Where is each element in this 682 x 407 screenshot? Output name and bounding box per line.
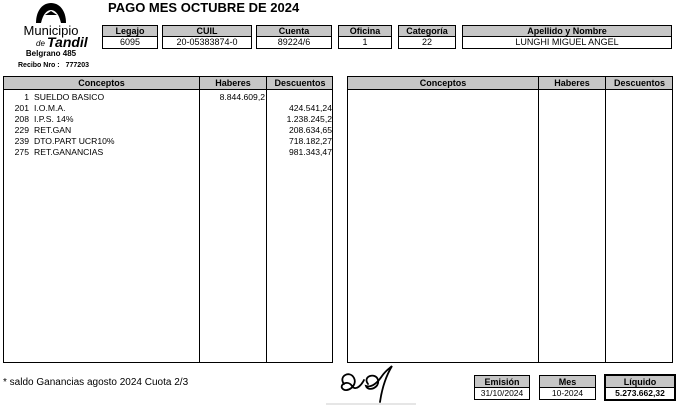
concept-rows [4, 92, 332, 158]
concept-code: 1 [24, 92, 29, 102]
oficina-label: Oficina [339, 26, 391, 37]
emision-label: Emisión [475, 376, 529, 388]
categoria-box [398, 25, 456, 49]
table-row [4, 114, 332, 125]
legajo-box [102, 25, 158, 49]
liquido-value: 5.273.662,32 [615, 388, 665, 398]
concepts-table-right [347, 76, 673, 363]
liquido-label: Líquido [606, 376, 674, 388]
header-conceptos: Conceptos [419, 78, 467, 88]
mes-value: 10-2024 [551, 388, 584, 398]
table-row [4, 136, 332, 147]
header-descuentos: Descuentos [613, 78, 666, 88]
descuentos-amount: 424.541,24 [288, 103, 332, 113]
column-divider [605, 77, 606, 362]
concept-description: I.O.M.A. [34, 103, 66, 113]
logo-de-text: de [36, 39, 45, 48]
legajo-value: 6095 [119, 37, 141, 47]
liquido-box [604, 374, 676, 401]
nombre-box [462, 25, 672, 49]
header-descuentos: Descuentos [274, 78, 326, 88]
cuil-value: 20-05383874-0 [176, 37, 238, 47]
table-row [4, 103, 332, 114]
cuil-box [162, 25, 252, 49]
concept-description: SUELDO BASICO [34, 92, 105, 102]
logo-municipio-text: Municipio [23, 23, 79, 38]
oficina-box [338, 25, 392, 49]
page-title: PAGO MES OCTUBRE DE 2024 [108, 0, 300, 15]
logo-city-text: Tandil [47, 34, 88, 50]
recibo-label: Recibo Nro : [18, 62, 60, 69]
concept-code: 201 [14, 103, 29, 113]
mes-label: Mes [540, 376, 595, 388]
concepts-table-left [3, 76, 333, 363]
categoria-label: Categoría [399, 26, 455, 37]
table-row [4, 147, 332, 158]
concept-code: 208 [14, 114, 29, 124]
emision-value: 31/10/2024 [480, 388, 524, 398]
recibo-number [18, 61, 89, 70]
oficina-value: 1 [362, 37, 368, 47]
table-row [4, 125, 332, 136]
header-haberes: Haberes [215, 78, 251, 88]
table-header [4, 77, 332, 90]
cuenta-box [256, 25, 332, 49]
column-divider [538, 77, 539, 362]
cuenta-value: 89224/6 [277, 37, 311, 47]
handwritten-signature [316, 362, 456, 407]
concept-description: I.P.S. 14% [34, 114, 74, 124]
concept-description: RET.GANANCIAS [34, 147, 104, 157]
concept-description: DTO.PART UCR10% [34, 136, 115, 146]
concept-description: RET.GAN [34, 125, 72, 135]
descuentos-amount: 208.634,65 [288, 125, 332, 135]
nombre-value: LUNGHI MIGUEL ANGEL [515, 37, 619, 47]
header-conceptos: Conceptos [78, 78, 125, 88]
descuentos-amount: 1.238.245,2 [286, 114, 332, 124]
logo-address: Belgrano 485 [25, 49, 77, 58]
mes-box [539, 375, 596, 400]
emision-box [474, 375, 530, 400]
legajo-label: Legajo [103, 26, 157, 37]
table-header [348, 77, 672, 90]
descuentos-amount: 981.343,47 [288, 147, 332, 157]
nombre-label: Apellido y Nombre [463, 26, 671, 37]
cuenta-label: Cuenta [257, 26, 331, 37]
table-row [4, 92, 332, 103]
descuentos-amount: 718.182,27 [288, 136, 332, 146]
header-haberes: Haberes [554, 78, 590, 88]
concept-code: 239 [14, 136, 29, 146]
categoria-value: 22 [421, 37, 432, 47]
municipal-emblem-icon [33, 2, 69, 24]
concept-code: 275 [14, 147, 29, 157]
cuil-label: CUIL [163, 26, 251, 37]
haberes-amount: 8.844.609,2 [219, 92, 265, 102]
payslip-note: * saldo Ganancias agosto 2024 Cuota 2/3 [3, 377, 189, 388]
recibo-value: 777203 [65, 62, 89, 69]
concept-code: 229 [14, 125, 29, 135]
